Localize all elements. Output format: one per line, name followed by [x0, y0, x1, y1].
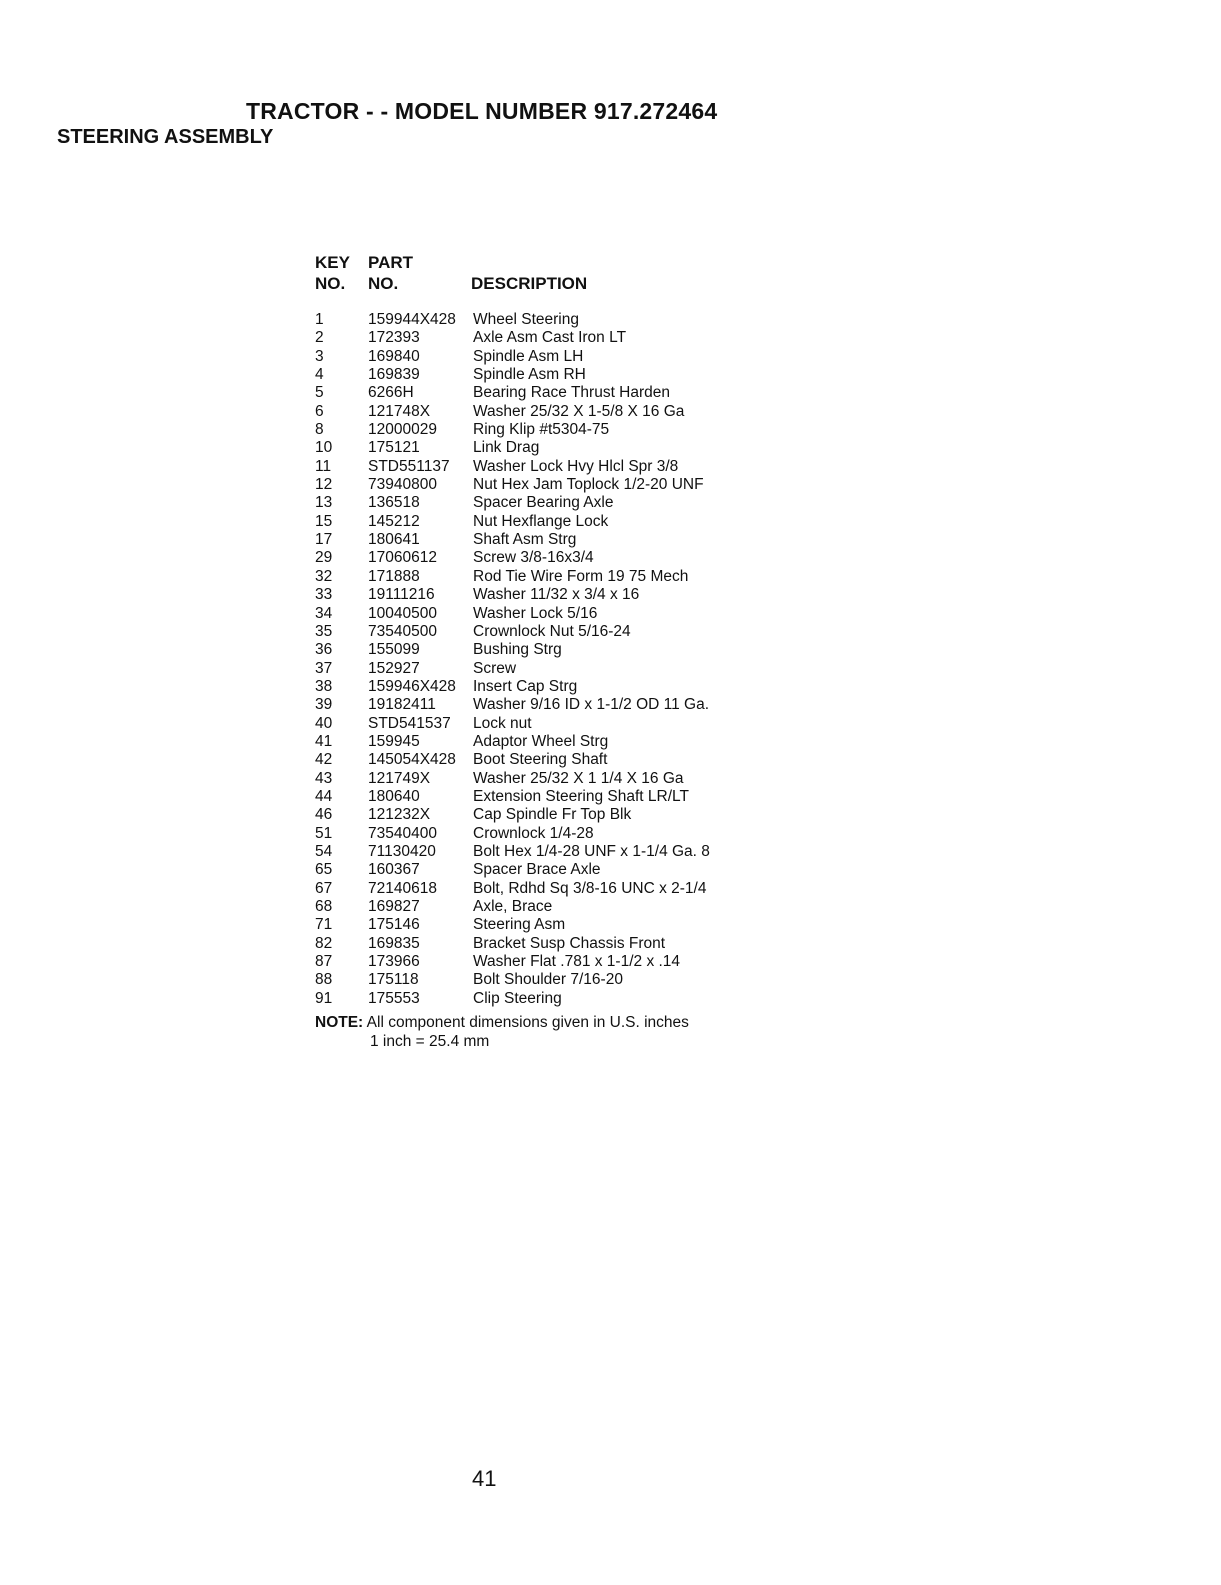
part-number: 71130420	[368, 842, 436, 860]
key-number: 15	[315, 512, 333, 530]
key-number: 44	[315, 787, 333, 805]
part-number: 121748X	[368, 402, 431, 420]
part-number: 175146	[368, 916, 420, 934]
key-number: 91	[315, 989, 333, 1007]
key-number: 68	[315, 898, 333, 915]
part-number: 175121	[368, 439, 420, 457]
key-number: 65	[315, 861, 333, 879]
part-number: 10040500	[368, 604, 437, 622]
part-number: 152927	[368, 659, 420, 677]
key-number: 82	[315, 934, 333, 952]
key-number: 33	[315, 586, 333, 604]
part-description: Washer 25/32 X 1-5/8 X 16 Ga	[473, 402, 685, 420]
key-number: 37	[315, 659, 333, 677]
part-number: 19111216	[368, 586, 435, 604]
key-number: 35	[315, 622, 333, 640]
part-number: 145054X428	[368, 751, 456, 769]
part-description: Extension Steering Shaft LR/LT	[473, 787, 689, 805]
part-number: 159944X428	[368, 311, 456, 328]
key-number: 51	[315, 824, 333, 842]
part-description: Insert Cap Strg	[473, 677, 578, 695]
key-number: 38	[315, 677, 333, 695]
note-line1: All component dimensions given in U.S. inches	[366, 1014, 689, 1031]
part-description: Washer Flat .781 x 1-1/2 x .14	[473, 953, 681, 971]
part-description: Bearing Race Thrust Harden	[473, 384, 671, 402]
part-description: Rod Tie Wire Form 19 75 Mech	[473, 567, 689, 585]
key-number: 1	[315, 311, 324, 328]
part-number: 169835	[368, 934, 420, 952]
part-description: Spacer Brace Axle	[473, 861, 601, 879]
part-description: Lock nut	[473, 714, 532, 732]
key-number: 29	[315, 549, 333, 567]
part-number: 6266H	[368, 384, 414, 402]
part-number: 180641	[368, 531, 420, 549]
part-number: 175118	[368, 971, 419, 989]
part-description: Boot Steering Shaft	[473, 751, 608, 769]
part-description: Spacer Bearing Axle	[473, 494, 614, 512]
key-number: 10	[315, 439, 333, 457]
part-number: 73540400	[368, 824, 437, 842]
part-description: Washer 25/32 X 1 1/4 X 16 Ga	[473, 769, 684, 787]
part-number: 173966	[368, 953, 420, 971]
part-number: 155099	[368, 641, 420, 659]
part-header-line2: NO.	[368, 274, 399, 293]
part-description: Ring Klip #t5304-75	[473, 421, 610, 439]
key-number: 34	[315, 604, 333, 622]
page-number: 41	[472, 1466, 497, 1491]
part-number: STD541537	[368, 714, 451, 732]
part-description: Crownlock Nut 5/16-24	[473, 622, 631, 640]
key-number: 2	[315, 329, 324, 347]
part-number: 72140618	[368, 879, 437, 897]
key-number: 12	[315, 476, 333, 494]
part-description: Bolt, Rdhd Sq 3/8-16 UNC x 2-1/4	[473, 879, 707, 897]
key-number: 46	[315, 806, 333, 824]
key-number: 36	[315, 641, 333, 659]
part-description: Washer 11/32 x 3/4 x 16	[473, 586, 640, 604]
note-label: NOTE:	[315, 1014, 364, 1031]
part-description: Bushing Strg	[473, 641, 562, 659]
description-header: DESCRIPTION	[471, 274, 588, 293]
part-description: Washer 9/16 ID x 1-1/2 OD 11 Ga.	[473, 696, 710, 714]
part-number: 121232X	[368, 806, 431, 824]
part-number: 172393	[368, 329, 420, 347]
part-description: Spindle Asm RH	[473, 366, 586, 384]
note-line2: 1 inch = 25.4 mm	[370, 1033, 490, 1050]
key-header-line1: KEY	[315, 253, 350, 272]
key-number: 13	[315, 494, 333, 512]
part-number: 169827	[368, 898, 420, 915]
part-description: Cap Spindle Fr Top Blk	[473, 806, 632, 824]
part-description: Wheel Steering	[473, 311, 579, 328]
part-number: 136518	[368, 494, 420, 512]
part-description: Washer Lock 5/16	[473, 604, 598, 622]
key-number: 42	[315, 751, 333, 769]
part-number: 159945	[368, 732, 420, 750]
part-number: 19182411	[368, 696, 436, 714]
key-number: 40	[315, 714, 333, 732]
key-number: 4	[315, 366, 324, 384]
part-number: 145212	[368, 512, 420, 530]
part-number: 171888	[368, 567, 420, 585]
part-description: Crownlock 1/4-28	[473, 824, 594, 842]
key-number: 32	[315, 567, 333, 585]
key-number: 67	[315, 879, 333, 897]
key-number: 5	[315, 384, 324, 402]
key-header-line2: NO.	[315, 274, 346, 293]
key-number: 11	[315, 457, 332, 475]
key-number: 87	[315, 953, 333, 971]
part-description: Nut Hex Jam Toplock 1/2-20 UNF	[473, 476, 704, 494]
part-description: Nut Hexflange Lock	[473, 512, 609, 530]
part-description: Link Drag	[473, 439, 540, 457]
part-number: 160367	[368, 861, 420, 879]
note	[315, 1014, 689, 1050]
key-number: 41	[315, 732, 333, 750]
part-number: 17060612	[368, 549, 437, 567]
part-number: 169839	[368, 366, 420, 384]
part-description: Clip Steering	[473, 989, 562, 1007]
part-number: 73540500	[368, 622, 437, 640]
part-number: STD551137	[368, 457, 450, 475]
key-number: 6	[315, 402, 324, 420]
key-number: 54	[315, 842, 333, 860]
part-description: Spindle Asm LH	[473, 347, 584, 365]
key-number: 71	[315, 916, 333, 934]
part-header-line1: PART	[368, 253, 414, 272]
part-description: Adaptor Wheel Strg	[473, 732, 609, 750]
page-title: TRACTOR - - MODEL NUMBER 917.272464	[246, 98, 718, 124]
key-number: 8	[315, 421, 324, 439]
part-description: Washer Lock Hvy Hlcl Spr 3/8	[473, 457, 679, 475]
part-description: Bolt Shoulder 7/16-20	[473, 971, 623, 989]
part-number: 180640	[368, 787, 420, 805]
part-number: 12000029	[368, 421, 437, 439]
key-number: 39	[315, 696, 333, 714]
section-title: STEERING ASSEMBLY	[57, 126, 274, 148]
part-description: Screw	[473, 659, 517, 677]
key-number: 88	[315, 971, 333, 989]
part-number: 175553	[368, 989, 420, 1007]
part-description: Screw 3/8-16x3/4	[473, 549, 594, 567]
part-description: Shaft Asm Strg	[473, 531, 577, 549]
part-description: Axle, Brace	[473, 898, 553, 915]
part-number: 73940800	[368, 476, 437, 494]
key-number: 3	[315, 347, 324, 365]
key-number: 17	[315, 531, 333, 549]
part-description: Bolt Hex 1/4-28 UNF x 1-1/4 Ga. 8	[473, 842, 710, 860]
part-number: 121749X	[368, 769, 431, 787]
key-number: 43	[315, 769, 333, 787]
part-description: Axle Asm Cast Iron LT	[473, 329, 627, 347]
part-number: 169840	[368, 347, 420, 365]
part-description: Bracket Susp Chassis Front	[473, 934, 666, 952]
part-number: 159946X428	[368, 677, 456, 695]
part-description: Steering Asm	[473, 916, 566, 934]
